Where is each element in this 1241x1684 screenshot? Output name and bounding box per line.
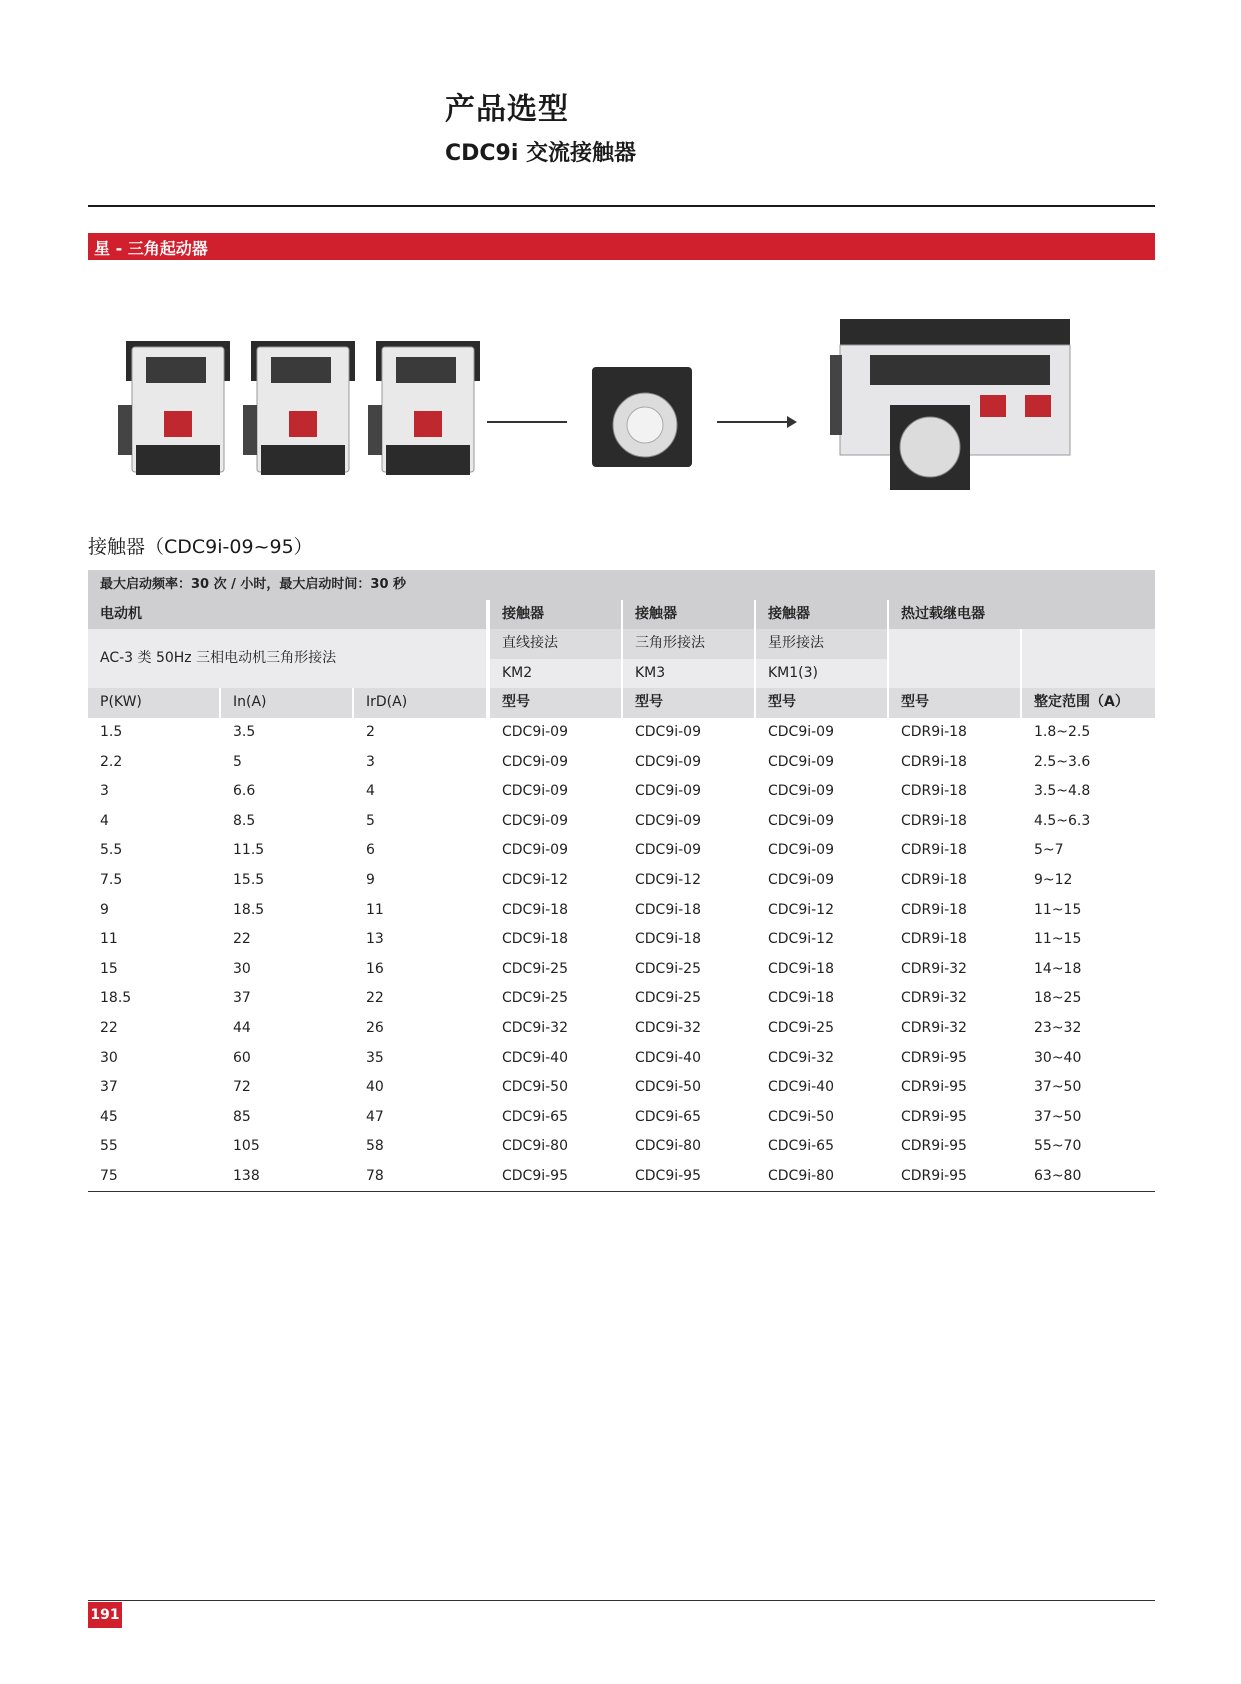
km1-model-cell: CDC9i-65 — [768, 1138, 834, 1155]
ird-cell: 22 — [366, 990, 384, 1007]
range-cell: 63~80 — [1034, 1167, 1082, 1184]
range-cell: 14~18 — [1034, 960, 1082, 977]
km2-model-cell: CDC9i-25 — [502, 990, 568, 1007]
range-cell: 18~25 — [1034, 990, 1082, 1007]
current-cell: 3.5 — [233, 723, 256, 740]
header-p: P(KW) — [88, 688, 219, 718]
header-blank-3 — [889, 659, 1020, 689]
power-cell: 75 — [100, 1167, 118, 1184]
range-cell: 4.5~6.3 — [1034, 812, 1091, 829]
ird-cell: 13 — [366, 931, 384, 948]
current-cell: 5 — [233, 753, 242, 770]
relay-model-cell: CDR9i-95 — [901, 1049, 967, 1066]
contactor-photo-1 — [118, 335, 238, 485]
ird-cell: 9 — [366, 871, 375, 888]
range-cell: 1.8~2.5 — [1034, 723, 1091, 740]
header-ac3: AC-3 类 50Hz 三相电动机三角形接法 — [88, 629, 486, 688]
table-row — [88, 1014, 1155, 1044]
power-cell: 15 — [100, 960, 118, 977]
header-direct: 直线接法 — [490, 629, 621, 659]
km2-model-cell: CDC9i-40 — [502, 1049, 568, 1066]
table-row — [88, 925, 1155, 955]
current-cell: 72 — [233, 1079, 251, 1096]
contactor-photo-2 — [243, 335, 363, 485]
km2-model-cell: CDC9i-18 — [502, 931, 568, 948]
km2-model-cell: CDC9i-09 — [502, 753, 568, 770]
km1-model-cell: CDC9i-12 — [768, 901, 834, 918]
km1-model-cell: CDC9i-18 — [768, 990, 834, 1007]
ird-cell: 78 — [366, 1167, 384, 1184]
table-row — [88, 777, 1155, 807]
relay-model-cell: CDR9i-18 — [901, 931, 967, 948]
table-body — [88, 718, 1155, 1192]
table-row — [88, 1044, 1155, 1074]
header-in: In(A) — [221, 688, 352, 718]
table-note-row — [88, 570, 1155, 600]
relay-model-cell: CDR9i-18 — [901, 842, 967, 859]
header-delta: 三角形接法 — [623, 629, 754, 659]
power-cell: 7.5 — [100, 871, 123, 888]
power-cell: 18.5 — [100, 990, 132, 1007]
power-cell: 55 — [100, 1138, 118, 1155]
power-cell: 2.2 — [100, 753, 123, 770]
current-cell: 138 — [233, 1167, 260, 1184]
section-banner-label: 星 - 三角起动器 — [94, 239, 208, 258]
current-cell: 6.6 — [233, 783, 256, 800]
ird-cell: 35 — [366, 1049, 384, 1066]
km2-model-cell: CDC9i-32 — [502, 1019, 568, 1036]
current-cell: 44 — [233, 1019, 251, 1036]
header-km3: KM3 — [623, 659, 754, 689]
ird-cell: 5 — [366, 812, 375, 829]
table-note: 最大启动频率：30 次 / 小时，最大启动时间：30 秒 — [88, 570, 1155, 600]
table-title: 接触器（CDC9i-09~95） — [88, 536, 313, 558]
km2-model-cell: CDC9i-95 — [502, 1167, 568, 1184]
ird-cell: 16 — [366, 960, 384, 977]
km3-model-cell: CDC9i-09 — [635, 783, 701, 800]
km3-model-cell: CDC9i-65 — [635, 1108, 701, 1125]
power-cell: 5.5 — [100, 842, 123, 859]
header-motor: 电动机 — [88, 600, 486, 630]
table-row — [88, 866, 1155, 896]
relay-model-cell: CDR9i-18 — [901, 723, 967, 740]
current-cell: 15.5 — [233, 871, 265, 888]
current-cell: 105 — [233, 1138, 260, 1155]
km2-model-cell: CDC9i-18 — [502, 901, 568, 918]
power-cell: 9 — [100, 901, 109, 918]
relay-model-cell: CDR9i-95 — [901, 1167, 967, 1184]
table-row — [88, 1162, 1155, 1192]
power-cell: 11 — [100, 931, 118, 948]
km3-model-cell: CDC9i-09 — [635, 753, 701, 770]
power-cell: 45 — [100, 1108, 118, 1125]
table-header-row-1 — [88, 600, 1155, 630]
km1-model-cell: CDC9i-50 — [768, 1108, 834, 1125]
footer-divider — [88, 1600, 1155, 1601]
power-cell: 4 — [100, 812, 109, 829]
arrow-right-icon — [787, 416, 797, 428]
km3-model-cell: CDC9i-09 — [635, 723, 701, 740]
header-contactor-3: 接触器 — [756, 600, 887, 630]
km1-model-cell: CDC9i-80 — [768, 1167, 834, 1184]
km2-model-cell: CDC9i-65 — [502, 1108, 568, 1125]
km2-model-cell: CDC9i-50 — [502, 1079, 568, 1096]
km3-model-cell: CDC9i-50 — [635, 1079, 701, 1096]
header-divider — [88, 205, 1155, 207]
header-model-1: 型号 — [490, 688, 621, 718]
header-star: 星形接法 — [756, 629, 887, 659]
km3-model-cell: CDC9i-25 — [635, 960, 701, 977]
relay-model-cell: CDR9i-18 — [901, 901, 967, 918]
selection-table — [88, 570, 1155, 1191]
range-cell: 55~70 — [1034, 1138, 1082, 1155]
ird-cell: 2 — [366, 723, 375, 740]
power-cell: 37 — [100, 1079, 118, 1096]
current-cell: 11.5 — [233, 842, 265, 859]
header-contactor-1: 接触器 — [490, 600, 621, 630]
km3-model-cell: CDC9i-09 — [635, 842, 701, 859]
km2-model-cell: CDC9i-25 — [502, 960, 568, 977]
km3-model-cell: CDC9i-80 — [635, 1138, 701, 1155]
km2-model-cell: CDC9i-09 — [502, 783, 568, 800]
page-number: 191 — [88, 1602, 122, 1628]
relay-model-cell: CDR9i-32 — [901, 1019, 967, 1036]
ird-cell: 47 — [366, 1108, 384, 1125]
km1-model-cell: CDC9i-32 — [768, 1049, 834, 1066]
table-row — [88, 896, 1155, 926]
power-cell: 1.5 — [100, 723, 123, 740]
ird-cell: 26 — [366, 1019, 384, 1036]
km2-model-cell: CDC9i-09 — [502, 812, 568, 829]
km3-model-cell: CDC9i-40 — [635, 1049, 701, 1066]
relay-model-cell: CDR9i-18 — [901, 871, 967, 888]
contactor-photo-3 — [368, 335, 488, 485]
relay-model-cell: CDR9i-18 — [901, 812, 967, 829]
km1-model-cell: CDC9i-40 — [768, 1079, 834, 1096]
ird-cell: 3 — [366, 753, 375, 770]
header-model-3: 型号 — [756, 688, 887, 718]
km1-model-cell: CDC9i-25 — [768, 1019, 834, 1036]
relay-model-cell: CDR9i-18 — [901, 753, 967, 770]
km1-model-cell: CDC9i-12 — [768, 931, 834, 948]
km3-model-cell: CDC9i-09 — [635, 812, 701, 829]
power-cell: 3 — [100, 783, 109, 800]
km3-model-cell: CDC9i-25 — [635, 990, 701, 1007]
table-header-row-3 — [88, 688, 1155, 718]
header-km2: KM2 — [490, 659, 621, 689]
range-cell: 9~12 — [1034, 871, 1073, 888]
ird-cell: 58 — [366, 1138, 384, 1155]
header-model-4: 型号 — [889, 688, 1020, 718]
relay-model-cell: CDR9i-95 — [901, 1079, 967, 1096]
page-subtitle: CDC9i 交流接触器 — [445, 141, 637, 166]
header-contactor-2: 接触器 — [623, 600, 754, 630]
table-header-row-2 — [88, 629, 1155, 688]
page-title: 产品选型 — [445, 92, 569, 127]
power-cell: 22 — [100, 1019, 118, 1036]
ird-cell: 11 — [366, 901, 384, 918]
arrow-line — [717, 421, 787, 423]
connector-line — [487, 421, 567, 423]
table-bottom-rule — [88, 1191, 1155, 1192]
range-cell: 37~50 — [1034, 1108, 1082, 1125]
table-row — [88, 1103, 1155, 1133]
range-cell: 2.5~3.6 — [1034, 753, 1091, 770]
km2-model-cell: CDC9i-09 — [502, 723, 568, 740]
timer-module-photo — [590, 365, 695, 470]
header-ird: IrD(A) — [354, 688, 486, 718]
km3-model-cell: CDC9i-18 — [635, 931, 701, 948]
star-delta-starter-photo — [830, 315, 1080, 495]
km1-model-cell: CDC9i-09 — [768, 783, 834, 800]
ird-cell: 40 — [366, 1079, 384, 1096]
header-blank-4 — [1022, 659, 1155, 689]
table-row — [88, 807, 1155, 837]
relay-model-cell: CDR9i-18 — [901, 783, 967, 800]
km1-model-cell: CDC9i-09 — [768, 812, 834, 829]
header-blank-2 — [1022, 629, 1155, 659]
header-relay: 热过载继电器 — [889, 600, 1155, 630]
current-cell: 18.5 — [233, 901, 265, 918]
range-cell: 11~15 — [1034, 901, 1082, 918]
km3-model-cell: CDC9i-18 — [635, 901, 701, 918]
km3-model-cell: CDC9i-32 — [635, 1019, 701, 1036]
range-cell: 5~7 — [1034, 842, 1064, 859]
ird-cell: 6 — [366, 842, 375, 859]
relay-model-cell: CDR9i-95 — [901, 1108, 967, 1125]
current-cell: 8.5 — [233, 812, 256, 829]
km3-model-cell: CDC9i-95 — [635, 1167, 701, 1184]
header-model-2: 型号 — [623, 688, 754, 718]
range-cell: 11~15 — [1034, 931, 1082, 948]
current-cell: 22 — [233, 931, 251, 948]
table-row — [88, 836, 1155, 866]
table-row — [88, 1073, 1155, 1103]
relay-model-cell: CDR9i-32 — [901, 990, 967, 1007]
range-cell: 3.5~4.8 — [1034, 783, 1091, 800]
current-cell: 30 — [233, 960, 251, 977]
km3-model-cell: CDC9i-12 — [635, 871, 701, 888]
km1-model-cell: CDC9i-09 — [768, 871, 834, 888]
relay-model-cell: CDR9i-32 — [901, 960, 967, 977]
km1-model-cell: CDC9i-18 — [768, 960, 834, 977]
header-km1: KM1(3) — [756, 659, 887, 689]
range-cell: 37~50 — [1034, 1079, 1082, 1096]
current-cell: 85 — [233, 1108, 251, 1125]
km2-model-cell: CDC9i-12 — [502, 871, 568, 888]
km1-model-cell: CDC9i-09 — [768, 723, 834, 740]
table-row — [88, 1132, 1155, 1162]
current-cell: 37 — [233, 990, 251, 1007]
km2-model-cell: CDC9i-09 — [502, 842, 568, 859]
table-row — [88, 984, 1155, 1014]
power-cell: 30 — [100, 1049, 118, 1066]
table-row — [88, 955, 1155, 985]
table-row — [88, 718, 1155, 748]
range-cell: 23~32 — [1034, 1019, 1082, 1036]
header-range: 整定范围（A） — [1022, 688, 1155, 718]
header-blank-1 — [889, 629, 1020, 659]
section-banner — [88, 233, 1155, 260]
ird-cell: 4 — [366, 783, 375, 800]
km1-model-cell: CDC9i-09 — [768, 842, 834, 859]
km2-model-cell: CDC9i-80 — [502, 1138, 568, 1155]
current-cell: 60 — [233, 1049, 251, 1066]
relay-model-cell: CDR9i-95 — [901, 1138, 967, 1155]
table-row — [88, 748, 1155, 778]
km1-model-cell: CDC9i-09 — [768, 753, 834, 770]
range-cell: 30~40 — [1034, 1049, 1082, 1066]
